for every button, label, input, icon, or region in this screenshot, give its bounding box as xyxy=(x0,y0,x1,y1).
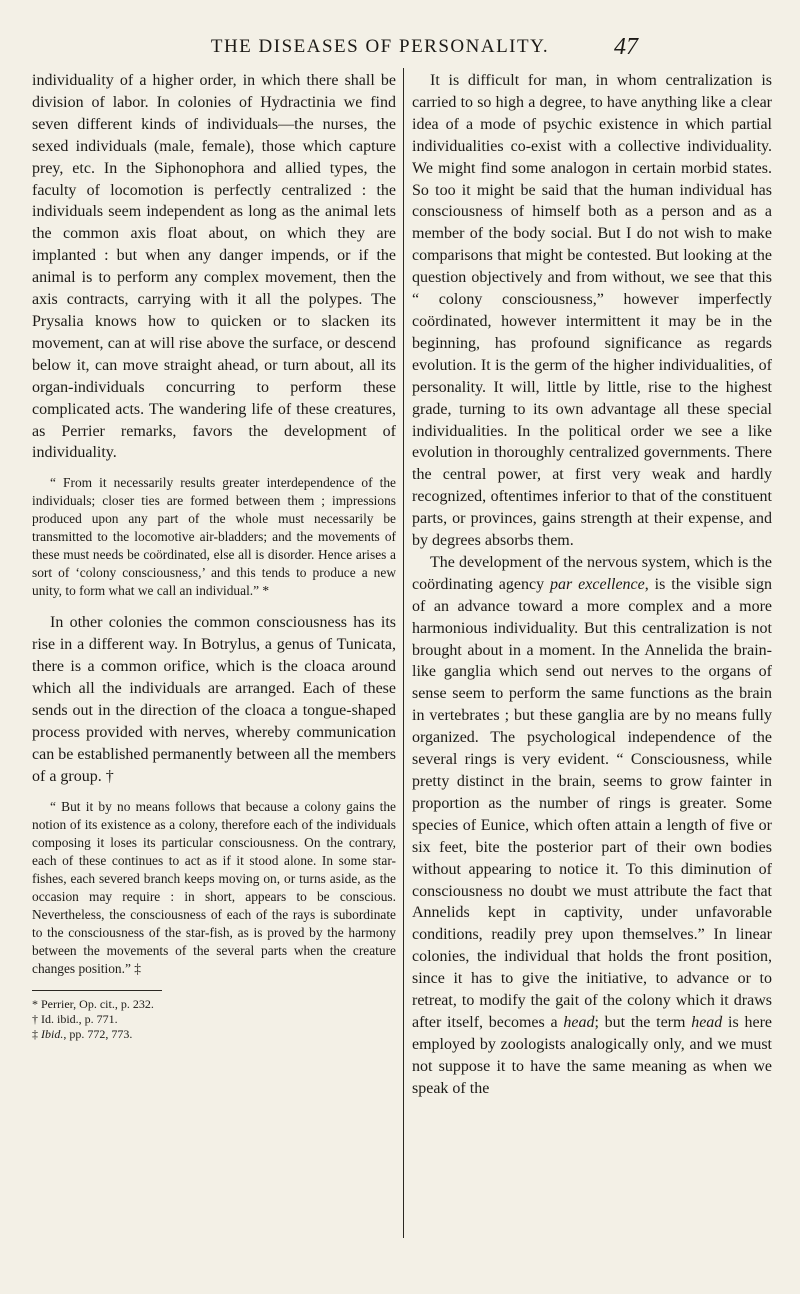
quote-star-fishes: “ But it by no means follows that because a colony gains the notion of its existence as a colony, therefore each of the individuals composing it loses its particular consciousness. On the contrary, each of these continues to act as if it stood alone. In some star-fishes, each severed branch keeps moving on, or turns aside, as the occasion may require : in short, appears to be conscious. Nevertheless, the consciousness of each of the rays is subordinate to the consciousness of the star-fish, as is proved by the harmony between the movements of the several parts when the creature changes position.” ‡ xyxy=(32,798,396,976)
footnote-rule xyxy=(32,990,162,991)
footnotes xyxy=(32,997,396,1042)
right-column xyxy=(412,70,772,1100)
column-divider xyxy=(403,68,404,1238)
text-run: is here employed by zoologists analogically only, and we must not suppose it to have the same meaning as when we speak of the xyxy=(412,1013,773,1097)
paragraph-nervous-system xyxy=(412,552,772,1100)
text-run: The development of the nervous system, which is the coördinating agency xyxy=(412,553,772,593)
left-column xyxy=(32,70,396,1042)
italic-term: head xyxy=(563,1013,595,1031)
running-head xyxy=(0,34,800,64)
footnote-1: * Perrier, Op. cit., p. 232. xyxy=(32,996,154,1011)
running-title: THE DISEASES OF PERSONALITY. xyxy=(210,36,550,57)
paragraph-colony-consciousness: It is difficult for man, in whom centralization is carried to so high a degree, to have anything like a clear idea of a mode of psychic existence in which partial individualities co-exist with a collective individuality. We might find some analogon in certain morbid states. So too it might be said that the human individual has consciousness of himself both as a person and as a member of the body social. But I do not wish to make comparisons that might be contested. But looking at the question objectively and from without, we see that this “ colony consciousness,” however imperfectly coördinated, however intermittent it may be in the beginning, has profound significance as regards evolution. It is the germ of the higher individualities, of personality. It will, little by little, rise to the highest grade, turning to its own advantage all these special individualities. In the political order we see a like evolution in thoroughly centralized governments. There the central power, at first very weak and hardly recognized, oftentimes inferior to that of the constituent parts, or provinces, gains strength at their expense, and by degrees absorbs them. xyxy=(412,72,772,550)
text-run: , is the visible sign of an advance toward a more complex and a more harmonious individuality. But this centralization is not brought about in a moment. In the Annelida the brain-like ganglia which send out nerves to the organs of sense seem to perform the same functions as the brain in vertebrates ; but these ganglia are by no means fully organized. The psychological independence of the several rings is very evident. “ Consciousness, while pretty distinct in the brain, seems to grow fainter in proportion as the number of rings is greater. Some species of Eunice, which often attain a length of five or six feet, bite the posterior part of their own bodies without appearing to notice it. To this diminution of consciousness no doubt we must attribute the fact that Annelids kept in captivity, under unfavorable conditions, readily prey upon themselves.” In linear colonies, the individual that holds the front position, since it has to give the initiative, to advance or to retreat, to modify the gait of the colony which it draws after itself, becomes a xyxy=(412,575,772,1031)
italic-term: head xyxy=(691,1013,723,1031)
italic-term: par excellence xyxy=(550,575,645,593)
italic-ibid: Ibid. xyxy=(41,1026,64,1041)
paragraph-hydractinia: individuality of a higher order, in which there shall be division of labor. In colonies of Hydractinia we find seven different kinds of individuals—the nurses, the sexed individuals (male, female), those which capture prey, etc. In the Siphonophora and allied types, the faculty of locomotion is perfectly centralized : the individuals seem independent as long as the animal lets the common axis float about, on which they are implanted : but when any danger impends, or if the animal is to perform any complex movement, then the axis contracts, carrying with it all the polypes. The Prysalia knows how to quicken or to slacken its movement, can at will rise above the surface, or descend below it, can move straight ahead, or turn about, all its organ-individuals concurring to perform these complicated acts. The wandering life of these creatures, as Perrier remarks, favors the development of individuality. xyxy=(32,72,396,462)
paragraph-botrylus: In other colonies the common consciousness has its rise in a different way. In Botrylus, a genus of Tunicata, there is a common orifice, which is the cloaca around which all the individuals are arranged. Each of these sends out in the direction of the cloaca a tongue-shaped process provided with nerves, whereby communication can be established permanently between all the members of a group. † xyxy=(32,614,396,785)
footnote-2: † Id. ibid., p. 771. xyxy=(32,1011,118,1026)
quote-perrier-colony-consciousness: “ From it necessarily results greater interdependence of the individuals; closer ties are formed between them ; impressions produced upon any part of the whole must necessarily be transmitted to the locomotive air-bladders; and the movements of these must needs be coördinated, else all is disorder. Hence arises a sort of ‘colony consciousness,’ and this tends to produce a new unity, to form what we call an individual.” * xyxy=(32,475,396,599)
footnote-3: ‡ Ibid., pp. 772, 773. xyxy=(32,1026,133,1041)
page-number: 47 xyxy=(614,34,638,60)
text-run: ; but the term xyxy=(594,1013,692,1031)
